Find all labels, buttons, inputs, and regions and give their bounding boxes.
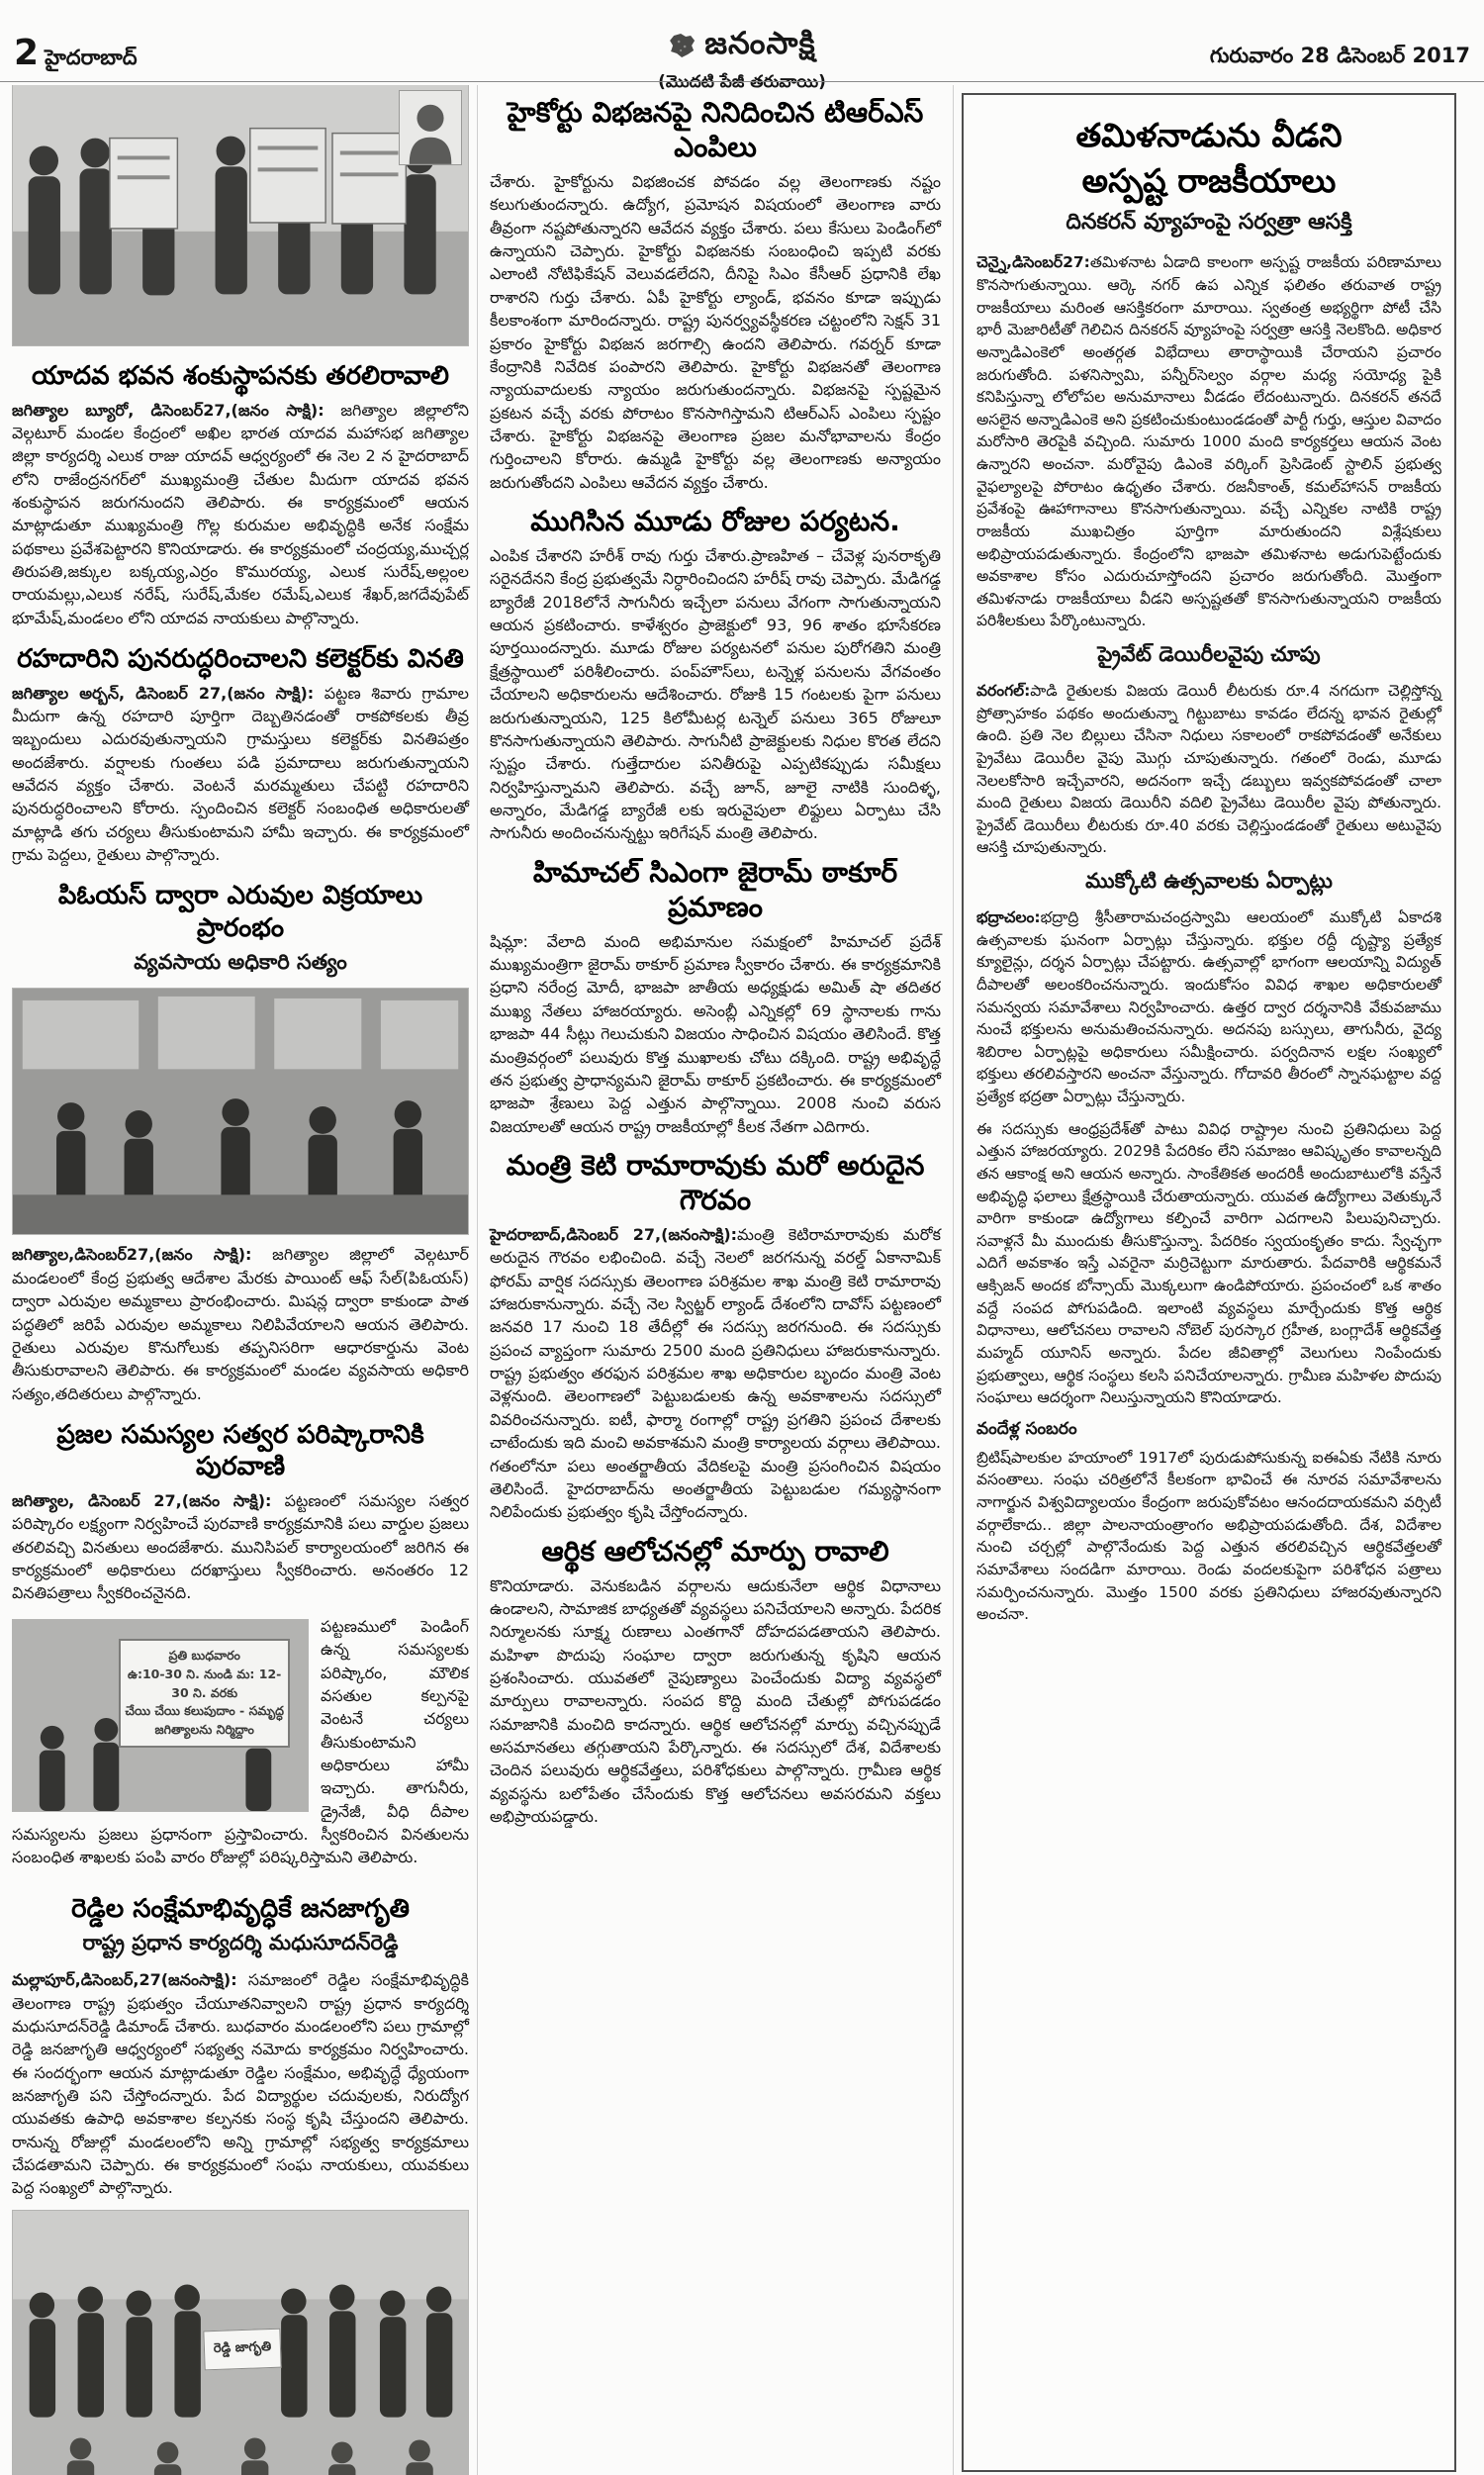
subhead-agri-officer: వ్యవసాయ అధికారి సత్యం — [134, 950, 347, 975]
inset-portrait-photo — [399, 90, 462, 165]
news-photo-puravani-banner — [12, 1619, 309, 1812]
headline-highcourt-trs-mps: హైకోర్టు విభజనపై నినిదించిన టిఆర్ఎస్ ఎంపిలు — [507, 96, 924, 163]
right-column — [954, 85, 1456, 2475]
subhead-madhusudan-reddy: రాష్ట్ర ప్రధాన కార్యదర్శి మధుసూదన్‌రెడ్డి — [82, 1931, 399, 1955]
article-body: జగిత్యాల, డిసెంబర్ 27,(జనం సాక్షి): పట్టణంలో సమస్యల సత్వర పరిష్కారం లక్ష్యంగా నిర్వహించే పురవాణి కార్యక్రమానికి పలు వార్డుల ప్రజలు తరలివచ్చి వినతులు అందజేశారు. మునిసిపల్ కార్యాలయంలో జరిగిన ఈ కార్యక్రమంలో అధికారులు దరఖాస్తులు స్వీకరించారు. అనంతరం 12 వినతిపత్రాలు స్వీకరించనైనది. — [12, 1490, 470, 1603]
article-body: పట్టణములో పెండింగ్ ఉన్న సమస్యలకు పరిష్కారం, మౌలిక వసతుల కల్పనపై వెంటనే చర్యలు తీసుకుంటామని అధికారులు హామీ ఇచ్చారు. తాగునీరు, డ్రైనేజీ, వీధి దీపాల సమస్యలను ప్రజలు ప్రధానంగా ప్రస్తావించారు. స్వీకరించిన వినతులను సంబంధిత శాఖలకు పంపి వారం రోజుల్లో పరిష్కరిస్తామని తెలిపారు. — [12, 1616, 469, 1867]
dateline: మల్లాపూర్,డిసెంబర్,27(జనంసాక్షి): — [12, 1970, 237, 1990]
headline-economic-thinking: ఆర్థిక ఆలోచనల్లో మార్పు రావాలి — [541, 1534, 889, 1568]
dateline: జగిత్యాల అర్బన్, డిసెంబర్ 27,(జనం సాక్షి): — [12, 683, 315, 703]
headline-three-day-tour: ముగిసిన మూడు రోజుల పర్యటన. — [530, 505, 900, 538]
subhead-mukkoti-festival: ముక్కోటి ఉత్సవాలకు ఏర్పాట్లు — [1085, 869, 1333, 893]
headline-tamilnadu-politics: తమిళనాడును వీడని అస్పష్ట రాజకీయాలు — [1075, 116, 1343, 201]
headline-reddy-janajagruti: రెడ్డిల సంక్షేమాభివృద్ధికే జనజాగృతి — [71, 1893, 410, 1924]
headline-himachal-cm-oath: హిమాచల్ సిఎంగా జైరామ్ ఠాకూర్ ప్రమాణం — [532, 855, 898, 923]
headline-ktr-honour: మంత్రి కెటి రామారావుకు మరో అరుదైన గౌరవం — [506, 1148, 925, 1216]
news-photo-fertilizer-shop — [12, 988, 469, 1235]
dateline: వరంగల్: — [976, 682, 1031, 700]
article-body: చేశారు. హైకోర్టును విభజించక పోవడం వల్ల తెలంగాణకు నష్టం కలుగుతుందన్నారు. ఉద్యోగ, ప్రమోషన విషయంలో తెలంగాణ వారు తీవ్రంగా నష్టపోతున్నారని ఆవేదన వ్యక్తం చేశారు. పలు కేసులు పెండింగ్‌లో ఉన్నాయని చెప్పారు. హైకోర్టు విభజనకు సంబంధించి ఇప్పటి వరకు ఎలాంటి నోటిఫికేషన్ వెలువడలేదని, దీనిపై సిఎం కేసీఆర్ ప్రధానికి లేఖ రాశారని గుర్తు చేశారు. ఏపీ హైకోర్టు ల్యాండ్, భవనం కూడా ఇప్పుడు కీలకాంశంగా మారిందన్నారు. రాష్ట్ర పునర్వ్యవస్థీకరణ చట్టంలోని సెక్షన్ 31 ప్రకారం హైకోర్టు విభజన జరగాల్సి ఉందని తెలిపారు. గవర్నర్ కూడా కేంద్రానికి నివేదిక పంపారని తెలిపారు. హైకోర్టు విభజనతో తెలంగాణ న్యాయవాదులకు న్యాయం జరుగుతుందన్నారు. విభజనపై స్పష్టమైన ప్రకటన వచ్చే వరకు పోరాటం కొనసాగిస్తామని టిఆర్ఎస్ ఎంపిలు స్పష్టం చేశారు. హైకోర్టు విభజనపై తెలంగాణ ప్రజల మనోభావాలను కేంద్రం గుర్తించాలని కోరారు. ఉమ్మడి హైకోర్టు వల్ల తెలంగాణకు అన్యాయం జరుగుతోందని ఎంపిలు ఆవేదన వ్యక్తం చేశారు. — [490, 172, 941, 492]
continuation-note: (మొదటి పేజీ తరువాయి) — [658, 72, 826, 92]
left-column — [12, 85, 477, 2475]
page-number: 2 — [14, 33, 40, 73]
article-body: షిమ్లా: వేలాది మంది అభిమానుల సమక్షంలో హిమాచల్ ప్రదేశ్ ముఖ్యమంత్రిగా జైరామ్ ఠాకూర్ ప్రమాణ స్వీకారం చేశారు. ఈ కార్యక్రమానికి ప్రధాని నరేంద్ర మోదీ, భాజపా జాతీయ అధ్యక్షుడు అమిత్ షా తదితర ముఖ్య నేతలు హాజరయ్యారు. అసెంబ్లీ ఎన్నికల్లో 69 స్థానాలకు గాను భాజపా 44 సీట్లు గెలుచుకుని విజయం సాధించిన విషయం తెలిసిందే. కొత్త మంత్రివర్గంలో పలువురు కొత్త ముఖాలకు చోటు దక్కింది. రాష్ట్ర అభివృద్ధే తన ప్రభుత్వ ప్రాధాన్యమని జైరామ్ ఠాకూర్ ప్రకటించారు. ఈ కార్యక్రమంలో భాజపా శ్రేణులు పెద్ద ఎత్తున పాల్గొన్నాయి. 2008 నుంచి వరుస విజయాలతో ఆయన రాష్ట్ర రాజకీయాల్లో కీలక నేతగా ఎదిగారు. — [490, 931, 941, 1136]
article-body: వరంగల్:పాడి రైతులకు విజయ డెయిరీ లీటరుకు రూ.4 నగదుగా చెల్లిస్తోన్న ప్రోత్సాహకం పథకం అందుతున్నా గిట్టుబాటు కావడం లేదన్న భావన రైతుల్లో ఉంది. ప్రతి నెల బిల్లులు చేసినా నిధులు సకాలంలో రాకపోవడంతో అనేకులు ప్రైవేటు డెయిరీల వైపు మొగ్గు చూపుతున్నారు. గతంలో రెండు, మూడు నెలలకోసారి ఇచ్చేవారని, అదనంగా ఇచ్చే డబ్బులు ఇవ్వకపోవడంతో చాలా మంది రైతులు విజయ డెయిరీని వదిలి ప్రైవేటు డెయిరీల వైపు పోతున్నారు. ప్రైవేట్ డెయిరీలు లీటరుకు రూ.40 వరకు చెల్లిస్తుండడంతో రైతులు అటువైపు ఆసక్తి చూపుతున్నారు. — [976, 682, 1441, 857]
masthead-title: జనంసాక్షి — [704, 26, 816, 61]
article-body: కొనియాడారు. వెనుకబడిన వర్గాలను ఆదుకునేలా ఆర్థిక విధానాలు ఉండాలని, సామాజిక బాధ్యతతో వ్యవస్థలు పనిచేయాలని అన్నారు. పేదరిక నిర్మూలనకు సూక్ష్మ రుణాలు ఎంతగానో దోహదపడతాయని తెలిపారు. మహిళా పొదుపు సంఘాల ద్వారా జరుగుతున్న కృషిని ఆయన ప్రశంసించారు. యువతలో నైపుణ్యాలు పెంచేందుకు విద్యా వ్యవస్థలో మార్పులు రావాలన్నారు. సంపద కొద్ది మంది చేతుల్లో పోగుపడడం సమాజానికి మంచిది కాదన్నారు. ఆర్థిక ఆలోచనల్లో మార్పు వచ్చినప్పుడే అసమానతలు తగ్గుతాయని పేర్కొన్నారు. ఈ సదస్సులో దేశ, విదేశాలకు చెందిన పలువురు ఆర్థికవేత్తలు, పరిశోధకులు పాల్గొన్నారు. గ్రామీణ ఆర్థిక వ్యవస్థను బలోపేతం చేసేందుకు కొత్త ఆలోచనలు అవసరమని వక్తలు అభిప్రాయపడ్డారు. — [490, 1575, 941, 1827]
middle-column — [477, 85, 954, 2475]
header-rule — [0, 81, 1484, 82]
photo-placard-text: రెడ్డి జాగృతి — [204, 2328, 283, 2370]
news-photo-reddy-group — [12, 2210, 469, 2475]
dateline: జగిత్యాల, డిసెంబర్ 27,(జనం సాక్షి): — [12, 1490, 272, 1510]
boxed-article — [962, 93, 1456, 2472]
dateline: చెన్నై,డిసెంబర్27: — [976, 253, 1090, 272]
dateline: భద్రాచలం: — [976, 908, 1041, 926]
masthead-map-logo-icon — [668, 33, 697, 62]
page-header — [14, 26, 1470, 92]
article-body: జగిత్యాల బ్యూరో, డిసెంబర్27,(జనం సాక్షి): జగిత్యాల జిల్లాలోని వెల్గటూర్ మండల కేంద్రంలో అఖిల భారత యాదవ మహాసభ జగిత్యాల జిల్లా కార్యదర్శి ఎలుక రాజు యాదవ్ ఆధ్వర్యంలో ఈ నెల 2 న హైదరాబాద్ లోని రాజేంద్రనగర్‌లో ముఖ్యమంత్రి చేతుల మీదుగా యాదవ భవన శంకుస్థాపన జరుగనుందని తెలిపారు. ఈ కార్యక్రమంలో ఆయన మాట్లాడుతూ ముఖ్యమంత్రి గొల్ల కురుమల అభివృద్ధికి అనేక సంక్షేమ పథకాలు ప్రవేశపెట్టారని కొనియాడారు. ఈ కార్యక్రమంలో చంద్రయ్య,ముచ్చర్ల తిరుపతి,జక్కుల బక్కయ్య,ఎర్రం కొమురయ్య, ఎలుక సురేష్,అల్లంల రాయమల్లు,ఎలుక నరేష్, సురేష్,మేకల రమేష్,ఎలుక శేఖర్,జగదేవుపేట్ భూమేష్,మండలం లోని యాదవ నాయకులు పాల్గొన్నారు. — [12, 400, 469, 627]
subhead-dinakaran-strategy: దినకరన్ వ్యూహంపై సర్వత్రా ఆసక్తి — [1066, 210, 1352, 236]
news-photo-protest-posters — [12, 85, 469, 346]
headline-road-restore: రహదారిని పునరుద్ధరించాలని కలెక్టర్‌కు వినతి — [17, 644, 464, 675]
photo-banner-text: ప్రతి బుధవారం ఉ:10-30 ని. నుండి మ: 12-30 ని. వరకు చేయి చేయి కలుపుదాం - సమృద్ధ జగిత్యాలను నిర్మిద్దాం — [119, 1639, 290, 1748]
article-body: జగిత్యాల,డిసెంబర్27,(జనం సాక్షి): జగిత్యాల జిల్లాలో వెల్గటూర్ మండలంలో కేంద్ర ప్రభుత్వ ఆదేశాల మేరకు పాయింట్ ఆఫ్ సేల్(పిఓయస్) ద్వారా ఎరువుల అమ్మకాలు ప్రారంభించారు. మిషన్ల ద్వారా కాకుండా పాత పద్ధతిలో జరిపే ఎరువుల అమ్మకాలు నిలిపివేయాలని ఆయన తెలిపారు. రైతులు ఎరువుల కొనుగోలుకు తప్పనిసరిగా ఆధారకార్డును వెంట తీసుకురావాలని తెలిపారు. ఈ కార్యక్రమంలో మండల వ్యవసాయ అధికారి సత్యం,తదితరులు పాల్గొన్నారు. — [12, 1245, 469, 1403]
page-number-city — [14, 33, 138, 75]
headline-puravani: ప్రజల సమస్యల సత్వర పరిష్కారానికి పురవాణి — [56, 1419, 424, 1482]
article-body: భద్రాచలం:భద్రాద్రి శ్రీసీతారామచంద్రస్వామి ఆలయంలో ముక్కోటి ఏకాదశి ఉత్సవాలకు ఘనంగా ఏర్పాట్లు చేస్తున్నారు. భక్తుల రద్దీ దృష్ట్యా ప్రత్యేక క్యూలైన్లు, దర్శన ఏర్పాట్లు చేపట్టారు. ఉత్సవాల్లో భాగంగా ఆలయాన్ని విద్యుత్ దీపాలతో అలంకరించనున్నారు. ఇందుకోసం వివిధ శాఖల అధికారులతో సమన్వయ సమావేశాలు నిర్వహించారు. ఉత్తర ద్వార దర్శనానికి వేకువజాము నుంచే భక్తులను అనుమతించనున్నారు. అదనపు బస్సులు, తాగునీరు, వైద్య శిబిరాల ఏర్పాట్లపై అధికారులు సమీక్షించారు. పర్వదినాన లక్షల సంఖ్యలో భక్తులు తరలివస్తారని అంచనా వేస్తున్నారు. గోదావరి తీరంలో స్నానఘట్టాల వద్ద ప్రత్యేక భద్రతా ఏర్పాట్లు చేస్తున్నారు. — [976, 908, 1441, 1105]
dateline: జగిత్యాల,డిసెంబర్27,(జనం సాక్షి): — [12, 1245, 252, 1265]
headline-yadava-bhavan: యాదవ భవన శంకుస్థాపనకు తరలిరావాలి — [32, 361, 449, 391]
dateline: జగిత్యాల బ్యూరో, డిసెంబర్27,(జనం సాక్షి): — [12, 400, 325, 420]
subhead-private-dairies: ప్రైవేట్ డెయిరీలవైపు చూపు — [1097, 642, 1321, 666]
headline-pos-fertilizer: పిఓయస్ ద్వారా ఎరువుల విక్రయాలు ప్రారంభం — [57, 881, 423, 943]
article-body-continuation: ఈ సదస్సుకు ఆంధ్రప్రదేశ్‌తో పాటు వివిధ రాష్ట్రాల నుంచి ప్రతినిధులు పెద్ద ఎత్తున హాజరయ్యారు. 2029కి పేదరికం లేని సమాజం ఆవిష్కృతం కావాలన్నది తన ఆకాంక్ష అని ఆయన అన్నారు. సాంకేతికత అందరికీ అందుబాటులోకి వస్తేనే అభివృద్ధి ఫలాలు క్షేత్రస్థాయికి చేరుతాయన్నారు. యువత ఉద్యోగాలు వెతుక్కునే వారిగా కాకుండా ఉద్యోగాలు కల్పించే వారిగా ఎదగాలని పిలుపునిచ్చారు. సవాళ్లనే మీ ముందుకు తీసుకొస్తున్నా. పేదరికం స్వయంకృతం కాదు. స్వేచ్ఛగా ఎదిగే అవకాశం ఇస్తే ఎవరైనా మర్రిచెట్టుగా మారుతారు. పేదవారికి ఆర్థికమనే ఆక్సిజన్ అందక బోన్సాయ్ మొక్కలుగా ఉండిపోయారు. ప్రపంచంలో ఒక శాతం వద్దే సంపద పోగుపడింది. ఇలాంటి వ్యవస్థలు మార్చేందుకు కొత్త ఆర్థిక విధానాలు, ఆలోచనలు రావాలని నోబెల్ పురస్కార గ్రహీత, బంగ్లాదేశ్ ఆర్థికవేత్త మహ్మద్ యూనిస్ అన్నారు. పేదల జీవితాల్లో వెలుగులు నింపేందుకు ప్రభుత్వాలు, ఆర్థిక సంస్థలు కలసి పనిచేయాలన్నారు. గ్రామీణ మహిళల పొదుపు సంఘాలు ఆదర్శంగా నిలుస్తున్నాయని కొనియాడారు. — [976, 1119, 1441, 1407]
dateline: హైదరాబాద్,డిసెంబర్ 27,(జనంసాక్షి): — [490, 1224, 738, 1244]
article-body: ఎంపిక చేశారని హరీశ్ రావు గుర్తు చేశారు.ప్రాణహిత – చేవెళ్ల పునరాకృతి సరైనదేనని కేంద్ర ప్రభుత్వమే నిర్ధారించిందని హరీష్ రావు చెప్పారు. మేడిగడ్డ బ్యారేజీ 2018లోనే సాగునీరు ఇచ్చేలా పనులు వేగంగా సాగుతున్నాయని ఆయన ప్రకటించారు. కాళేశ్వరం ప్రాజెక్టులో 93, 96 శాతం భూసేకరణ పూర్తయిందన్నారు. మూడు రోజుల పర్యటనలో పనుల పురోగతిని మంత్రి క్షేత్రస్థాయిలో పరిశీలించారు. పంప్‌హౌస్‌లు, టన్నెళ్ల పనులను వేగవంతం చేయాలని అధికారులను ఆదేశించారు. రోజుకి 15 గంటలకు పైగా పనులు జరుగుతున్నాయని, 125 కిలోమీటర్ల టన్నెల్ పనులు 365 రోజులూ కొనసాగుతున్నాయని తెలిపారు. సాగునీటి ప్రాజెక్టులకు నిధుల కొరత లేదని స్పష్టం చేశారు. గుత్తేదారుల పనితీరుపై ఎప్పటికప్పుడు సమీక్షలు నిర్వహిస్తున్నామని తెలిపారు. వచ్చే జూన్, జూలై నాటికి సుందిళ్ళ, అన్నారం, మేడిగడ్డ బ్యారేజీ లకు ఇరువైపులా లిఫ్టులు ఏర్పాటు చేసి సాగునీరు అందించనున్నట్టు ఇరిగేషన్ మంత్రి తెలిపారు. — [490, 546, 941, 843]
article-body: బ్రిటిష్‌పాలకుల హయాంలో 1917లో పురుడుపోసుకున్న ఐఈఏకు నేటికి నూరు వసంతాలు. సంఘ చరిత్రలోనే కీలకంగా భావించే ఈ నూరవ సమావేశాలను నాగార్జున విశ్వవిద్యాలయం కేంద్రంగా జరుపుకోవటం ఆనందదాయకమని వర్సిటీ వర్గాలేకాదు.. జిల్లా పాలనాయంత్రాంగం అభిప్రాయపడుతోంది. దేశ, విదేశాల నుంచి చర్చల్లో పాల్గొనేందుకు పెద్ద ఎత్తున తరలివచ్చిన ఆర్థికవేత్తలతో సమావేశాలు సందడిగా మారాయి. రెండు వందలకుపైగా పరిశోధన పత్రాలు సమర్పించనున్నారు. మొత్తం 1500 వరకు ప్రతినిధులు హాజరవుతున్నారని అంచనా. — [976, 1448, 1441, 1624]
article-body: హైదరాబాద్,డిసెంబర్ 27,(జనంసాక్షి):మంత్రి కెటిరామారావుకు మరోక అరుదైన గౌరవం లభించింది. వచ్చే నెలలో జరగనున్న వరల్డ్ ఏకానామిక్ ఫోరమ్ వార్షిక సదస్సుకు తెలంగాణ పరిశ్రమల శాఖ మంత్రి కెటి రామారావు హాజరుకానున్నారు. వచ్చే నెల స్విట్జర్ ల్యాండ్ దేశంలోని దావోస్ పట్టణంలో జనవరి 17 నుంచి 18 తేదీల్లో ఈ సదస్సు జరగనుంది. ఈ సదస్సుకు ప్రపంచ వ్యాప్తంగా సుమారు 2500 మంది ప్రతినిధులు హాజరుకానున్నారు. రాష్ట్ర ప్రభుత్వం తరఫున పరిశ్రమల శాఖ అధికారుల బృందం మంత్రి వెంట వెళ్లనుంది. తెలంగాణలో పెట్టుబడులకు ఉన్న అవకాశాలను సదస్సులో వివరించనున్నారు. ఐటీ, ఫార్మా రంగాల్లో రాష్ట్ర ప్రగతిని ప్రపంచ దేశాలకు చాటేందుకు ఇది మంచి అవకాశమని మంత్రి కార్యాలయ వర్గాలు తెలిపాయి. గతంలోనూ పలు అంతర్జాతీయ వేదికలపై మంత్రి ప్రసంగించిన విషయం తెలిసిందే. హైదరాబాద్‌ను అంతర్జాతీయ పెట్టుబడుల గమ్యస్థానంగా నిలిపేందుకు ప్రభుత్వం కృషి చేస్తోందన్నారు. — [490, 1224, 941, 1522]
article-body: మల్లాపూర్,డిసెంబర్,27(జనంసాక్షి): సమాజంలో రెడ్డిల సంక్షేమాభివృద్ధికి తెలంగాణ రాష్ట్ర ప్రభుత్వం చేయూతనివ్వాలని రాష్ట్ర ప్రధాన కార్యదర్శి మధుసూదన్‌రెడ్డి డిమాండ్ చేశారు. బుధవారం మండలంలోని పలు గ్రామాల్లో రెడ్డి జనజాగృతి ఆధ్వర్యంలో సభ్యత్వ నమోదు కార్యక్రమం నిర్వహించారు. ఈ సందర్భంగా ఆయన మాట్లాడుతూ రెడ్డిల సంక్షేమం, అభివృద్ధే ధ్యేయంగా జనజాగృతి పని చేస్తోందన్నారు. పేద విద్యార్థుల చదువులకు, నిరుద్యోగ యువతకు ఉపాధి అవకాశాల కల్పనకు సంస్థ కృషి చేస్తుందని తెలిపారు. రానున్న రోజుల్లో మండలంలోని అన్ని గ్రామాల్లో సభ్యత్వ కార్యక్రమాలు చేపడతామని చెప్పారు. ఈ కార్యక్రమంలో సంఘ నాయకులు, యువకులు పెద్ద సంఖ్యలో పాల్గొన్నారు. — [12, 1970, 469, 2198]
article-body: జగిత్యాల అర్బన్, డిసెంబర్ 27,(జనం సాక్షి): పట్టణ శివారు గ్రామాల మీదుగా ఉన్న రహదారి పూర్తిగా దెబ్బతినడంతో రాకపోకలకు తీవ్ర ఇబ్బందులు ఎదురవుతున్నాయని గ్రామస్తులు కలెక్టర్‌కు వినతిపత్రం అందజేశారు. వర్షాలకు గుంతలు పడి ప్రమాదాలు జరుగుతున్నాయని ఆవేదన వ్యక్తం చేశారు. వెంటనే మరమ్మతులు చేపట్టి రహదారిని పునరుద్ధరించాలని కోరారు. స్పందించిన కలెక్టర్ సంబంధిత అధికారులతో మాట్లాడి తగు చర్యలు తీసుకుంటామని హామీ ఇచ్చారు. ఈ కార్యక్రమంలో గ్రామ పెద్దలు, రైతులు పాల్గొన్నారు. — [12, 683, 470, 865]
edition-city: హైదరాబాద్ — [45, 46, 138, 69]
subhead-centenary: వందేళ్ల సంబరం — [976, 1418, 1077, 1439]
issue-date: గురువారం 28 డిసెంబర్ 2017 — [1209, 44, 1470, 67]
article-body: చెన్నై,డిసెంబర్27:తమిళనాట ఏడాది కాలంగా అస్పష్ట రాజకీయ పరిణామాలు కొనసాగుతున్నాయి. ఆర్కె నగర్ ఉప ఎన్నిక ఫలితం తరువాత రాష్ట్ర రాజకీయాలు మరింత ఆసక్తికరంగా మారాయి. స్వతంత్ర అభ్యర్థిగా పోటీ చేసి భారీ మెజారిటీతో గెలిచిన దినకరన్ వ్యూహంపై సర్వత్రా ఆసక్తి నెలకొంది. అధికార అన్నాడిఎంకెలో అంతర్గత విభేదాలు తారాస్థాయికి చేరాయని ప్రచారం జరుగుతోంది. పళనిస్వామి, పన్నీర్‌సెల్వం వర్గాల మధ్య సయోధ్య పైకి కనిపిస్తున్నా లోలోపల అనుమానాలు వీడడం లేదంటున్నారు. దినకరన్ తనదే అసలైన అన్నాడిఎంకె అని ప్రకటించుకుంటుండడంతో పార్టీ గుర్తు, ఆస్తుల వివాదం మరోసారి తెరపైకి వచ్చింది. సుమారు 1000 మంది కార్యకర్తలు ఆయన వెంట ఉన్నారని అంచనా. మరోవైపు డిఎంకె వర్కింగ్ ప్రెసిడెంట్ స్టాలిన్ ప్రభుత్వ వైఫల్యాలపై పోరాటం ఉధృతం చేశారు. రజనీకాంత్, కమల్‌హాసన్ రాజకీయ ప్రవేశంపై ఊహాగానాలు కొనసాగుతున్నాయి. వచ్చే ఎన్నికల నాటికి రాష్ట్ర రాజకీయ ముఖచిత్రం పూర్తిగా మారుతుందని విశ్లేషకులు అభిప్రాయపడుతున్నారు. కేంద్రంలోని భాజపా తమిళనాట అడుగుపెట్టేందుకు అవకాశాల కోసం ఎదురుచూస్తోందని ప్రచారం జరుగుతోంది. మొత్తంగా తమిళనాడు రాజకీయాలు వీడని అస్పష్టతతో కొనసాగుతున్నాయని రాజకీయ పరిశీలకులు పేర్కొంటున్నారు. — [976, 253, 1441, 630]
